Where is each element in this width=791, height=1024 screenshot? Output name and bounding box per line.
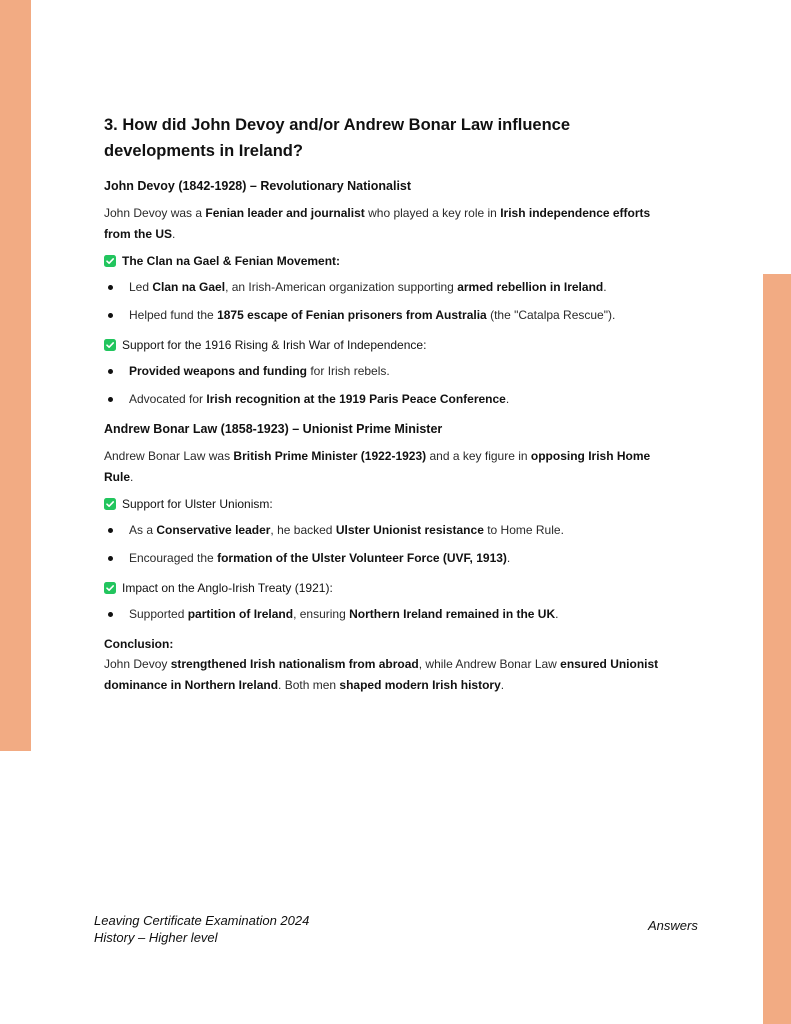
left-accent-band — [0, 0, 31, 751]
text-run: Advocated for — [129, 392, 207, 406]
right-accent-band — [763, 274, 791, 1024]
text-run: who played a key role in — [364, 206, 501, 220]
list-item — [104, 279, 669, 295]
emphasis-text: Irish independence efforts from the US — [104, 206, 651, 241]
text-run: , ensuring — [293, 607, 350, 621]
footer-exam-level: History – Higher level — [94, 930, 218, 945]
text-run: Andrew Bonar Law was — [104, 449, 234, 463]
emphasis-text: 1875 escape of Fenian prisoners from Australia — [217, 308, 487, 322]
subsection-heading — [104, 580, 669, 596]
text-run: for Irish rebels. — [307, 364, 390, 378]
text-run: John Devoy — [104, 657, 171, 671]
emphasis-text: Irish recognition at the 1919 Paris Peace Conference — [206, 392, 506, 406]
list-item — [104, 550, 669, 566]
text-run: . — [506, 551, 511, 565]
text-run: Led — [129, 280, 153, 294]
text-run: (the "Catalpa Rescue"). — [486, 308, 616, 322]
list-item — [104, 522, 669, 538]
emphasis-text: Fenian leader and journalist — [205, 206, 365, 220]
subsection-title: Support for the 1916 Rising & Irish War of Independence: — [122, 338, 427, 352]
conclusion-body — [104, 654, 669, 696]
emphasis-text: formation of the Ulster Volunteer Force (UVF, 1913) — [217, 551, 507, 565]
footer-exam-title: Leaving Certificate Examination 2024 — [94, 913, 310, 928]
emphasis-text: Northern Ireland remained in the UK — [349, 607, 556, 621]
emphasis-text: opposing Irish Home Rule — [104, 449, 651, 484]
check-icon — [104, 582, 116, 594]
bullet-dot-icon — [108, 369, 113, 374]
emphasis-text: Provided weapons and funding — [129, 364, 308, 378]
check-icon — [104, 255, 116, 267]
emphasis-text: Conservative leader — [156, 523, 271, 537]
text-run: . Both men — [278, 678, 340, 692]
bullet-dot-icon — [108, 612, 113, 617]
bullet-list — [104, 279, 669, 323]
subsection-title: Impact on the Anglo-Irish Treaty (1921): — [122, 581, 333, 595]
subsection-title: The Clan na Gael & Fenian Movement: — [122, 254, 341, 268]
emphasis-text: strengthened Irish nationalism from abroad — [170, 657, 419, 671]
bullet-dot-icon — [108, 556, 113, 561]
bonar-law-heading: Andrew Bonar Law (1858-1923) – Unionist Prime Minister — [104, 422, 443, 436]
bullet-dot-icon — [108, 528, 113, 533]
emphasis-text: shaped modern Irish history — [339, 678, 501, 692]
emphasis-text: Clan na Gael — [152, 280, 226, 294]
emphasis-text: Ulster Unionist resistance — [335, 523, 484, 537]
text-run: , he backed — [270, 523, 336, 537]
text-run: and a key figure in — [426, 449, 531, 463]
subsection-heading — [104, 337, 669, 353]
emphasis-text: partition of Ireland — [187, 607, 294, 621]
text-run: . — [130, 470, 134, 484]
list-item — [104, 363, 669, 379]
footer-exam-info — [94, 912, 309, 946]
text-run: . — [603, 280, 607, 294]
answer-content — [104, 112, 669, 704]
subsection-heading — [104, 253, 669, 269]
subsection-heading — [104, 496, 669, 512]
devoy-sections — [104, 253, 669, 407]
conclusion-title: Conclusion: — [104, 637, 174, 651]
bullet-dot-icon — [108, 397, 113, 402]
list-item — [104, 307, 669, 323]
text-run: to Home Rule. — [483, 523, 564, 537]
devoy-heading: John Devoy (1842-1928) – Revolutionary Nationalist — [104, 179, 412, 193]
list-item — [104, 391, 669, 407]
text-run: Helped fund the — [129, 308, 218, 322]
emphasis-text: British Prime Minister (1922-1923) — [233, 449, 427, 463]
bullet-list — [104, 606, 669, 622]
check-icon — [104, 339, 116, 351]
question-heading: 3. How did John Devoy and/or Andrew Bonar Law influence developments in Ireland? — [104, 116, 571, 160]
text-run: As a — [129, 523, 157, 537]
emphasis-text: armed rebellion in Ireland — [457, 280, 604, 294]
text-run: . — [505, 392, 510, 406]
check-icon — [104, 498, 116, 510]
bullet-list — [104, 522, 669, 566]
text-run: , while Andrew Bonar Law — [418, 657, 561, 671]
text-run: . — [500, 678, 505, 692]
emphasis-text: ensured Unionist dominance in Northern Ireland — [104, 657, 659, 692]
text-run: Encouraged the — [129, 551, 218, 565]
text-run: , an Irish-American organization supporting — [225, 280, 458, 294]
text-run: . — [172, 227, 176, 241]
footer-answers-label: Answers — [648, 918, 698, 933]
list-item — [104, 606, 669, 622]
bullet-list — [104, 363, 669, 407]
bonar-law-sections — [104, 496, 669, 622]
devoy-intro — [104, 203, 669, 245]
bullet-dot-icon — [108, 313, 113, 318]
subsection-title: Support for Ulster Unionism: — [122, 497, 273, 511]
text-run: . — [555, 607, 559, 621]
text-run: Supported — [129, 607, 188, 621]
text-run: John Devoy was a — [104, 206, 206, 220]
bullet-dot-icon — [108, 285, 113, 290]
bonar-law-intro — [104, 446, 669, 488]
